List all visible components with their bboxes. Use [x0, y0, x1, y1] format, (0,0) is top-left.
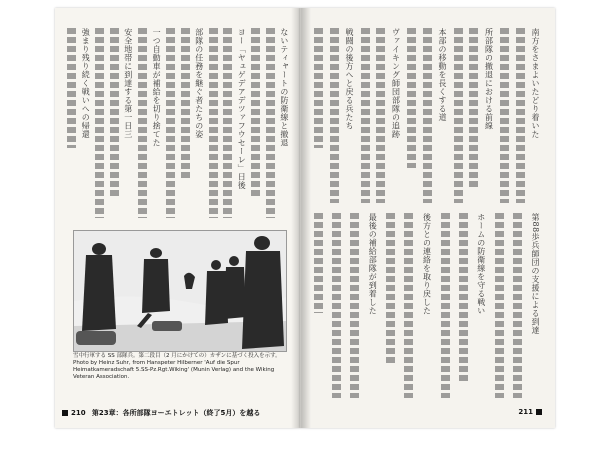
text-line: [404, 213, 413, 398]
right-footer: [518, 408, 545, 416]
text-line: [332, 213, 341, 398]
chapter-title: 第23章：各所部隊ヨーエトレット（終了5月）を越る: [91, 409, 261, 417]
text-line: [138, 28, 147, 218]
soldiers-in-snow-image: [74, 231, 286, 351]
left-footer: [59, 408, 260, 418]
right-text-line: 後方との連絡を取り戻した: [422, 213, 432, 315]
right-text-line: ヴァイキング師団部隊の追跡: [391, 28, 401, 139]
book-gutter-shadow: [291, 8, 311, 428]
text-line: [314, 28, 323, 148]
left-text-line: 部隊の任務を継ぐ者たちの姿: [194, 28, 204, 139]
right-text-line: 第88歩兵師団の支援による到達: [530, 213, 540, 335]
text-line: [495, 213, 504, 398]
text-line: [376, 28, 385, 203]
left-page: [55, 8, 300, 428]
text-line: [513, 213, 522, 398]
text-line: [110, 28, 119, 198]
photo-caption: 雪中行軍する SS 部隊兵。第二段目（2 月にかけての）カザンに基づく投入を示す。Photo by Heinz Suhr, from Hanspeter Hilberner 'Auf die Spur Heimatkameradschaft 5.SS-Pz.Rgt.Wiking' (Munin Verlag) and the Wiking Veteran Association.: [73, 353, 281, 380]
left-text-line: ヨー「ヤュゲデアデツァフウセーレ」日後: [237, 28, 247, 190]
text-line: [459, 213, 468, 383]
text-line: [266, 28, 275, 218]
historical-photo: [73, 230, 287, 352]
text-line: [407, 28, 416, 168]
left-text-block: [67, 28, 289, 218]
text-line: [67, 28, 76, 148]
page-marker-icon: [62, 410, 68, 416]
text-line: [314, 213, 323, 313]
text-line: [469, 28, 478, 188]
right-text-line: 本部の移動を長くする道: [438, 28, 447, 122]
text-line: [441, 213, 450, 398]
text-line: [95, 28, 104, 218]
text-line: [223, 28, 232, 218]
right-text-line: 最後の補給部隊が到着した: [368, 213, 378, 315]
text-line: [516, 28, 525, 203]
text-line: [361, 28, 370, 203]
text-line: [330, 28, 339, 203]
text-line: [209, 28, 218, 218]
right-text-line: 所部隊の撤退における前線: [484, 28, 494, 130]
right-text-line: ホームの防衛線を守る戦い: [476, 213, 486, 315]
left-text-line: 強まり残り続く戦いへの帰還: [81, 28, 91, 139]
left-text-line: 一つ自動車が補給を切り捨てた: [152, 28, 162, 147]
text-line: [181, 28, 190, 178]
right-page: [300, 8, 555, 428]
right-text-block-bottom: [314, 213, 540, 398]
page-marker-icon: [536, 409, 542, 415]
right-page-number: 211: [518, 408, 533, 416]
text-line: [500, 28, 509, 203]
left-page-number: 210: [71, 409, 86, 417]
right-text-line: 戦闘の後方へと戻る兵たち: [345, 28, 354, 130]
left-text-line: ないティャートの防衛線と撤退: [279, 28, 289, 147]
left-text-line: 安全地帯に到達する第一日三: [123, 28, 133, 139]
text-line: [350, 213, 359, 398]
book-spread: [55, 8, 555, 428]
right-text-line: 南方をさまよいたどり着いた: [531, 28, 540, 139]
text-line: [251, 28, 260, 198]
text-line: [386, 213, 395, 363]
text-line: [423, 28, 432, 203]
text-line: [454, 28, 463, 203]
right-text-block-top: [314, 28, 540, 203]
text-line: [166, 28, 175, 218]
